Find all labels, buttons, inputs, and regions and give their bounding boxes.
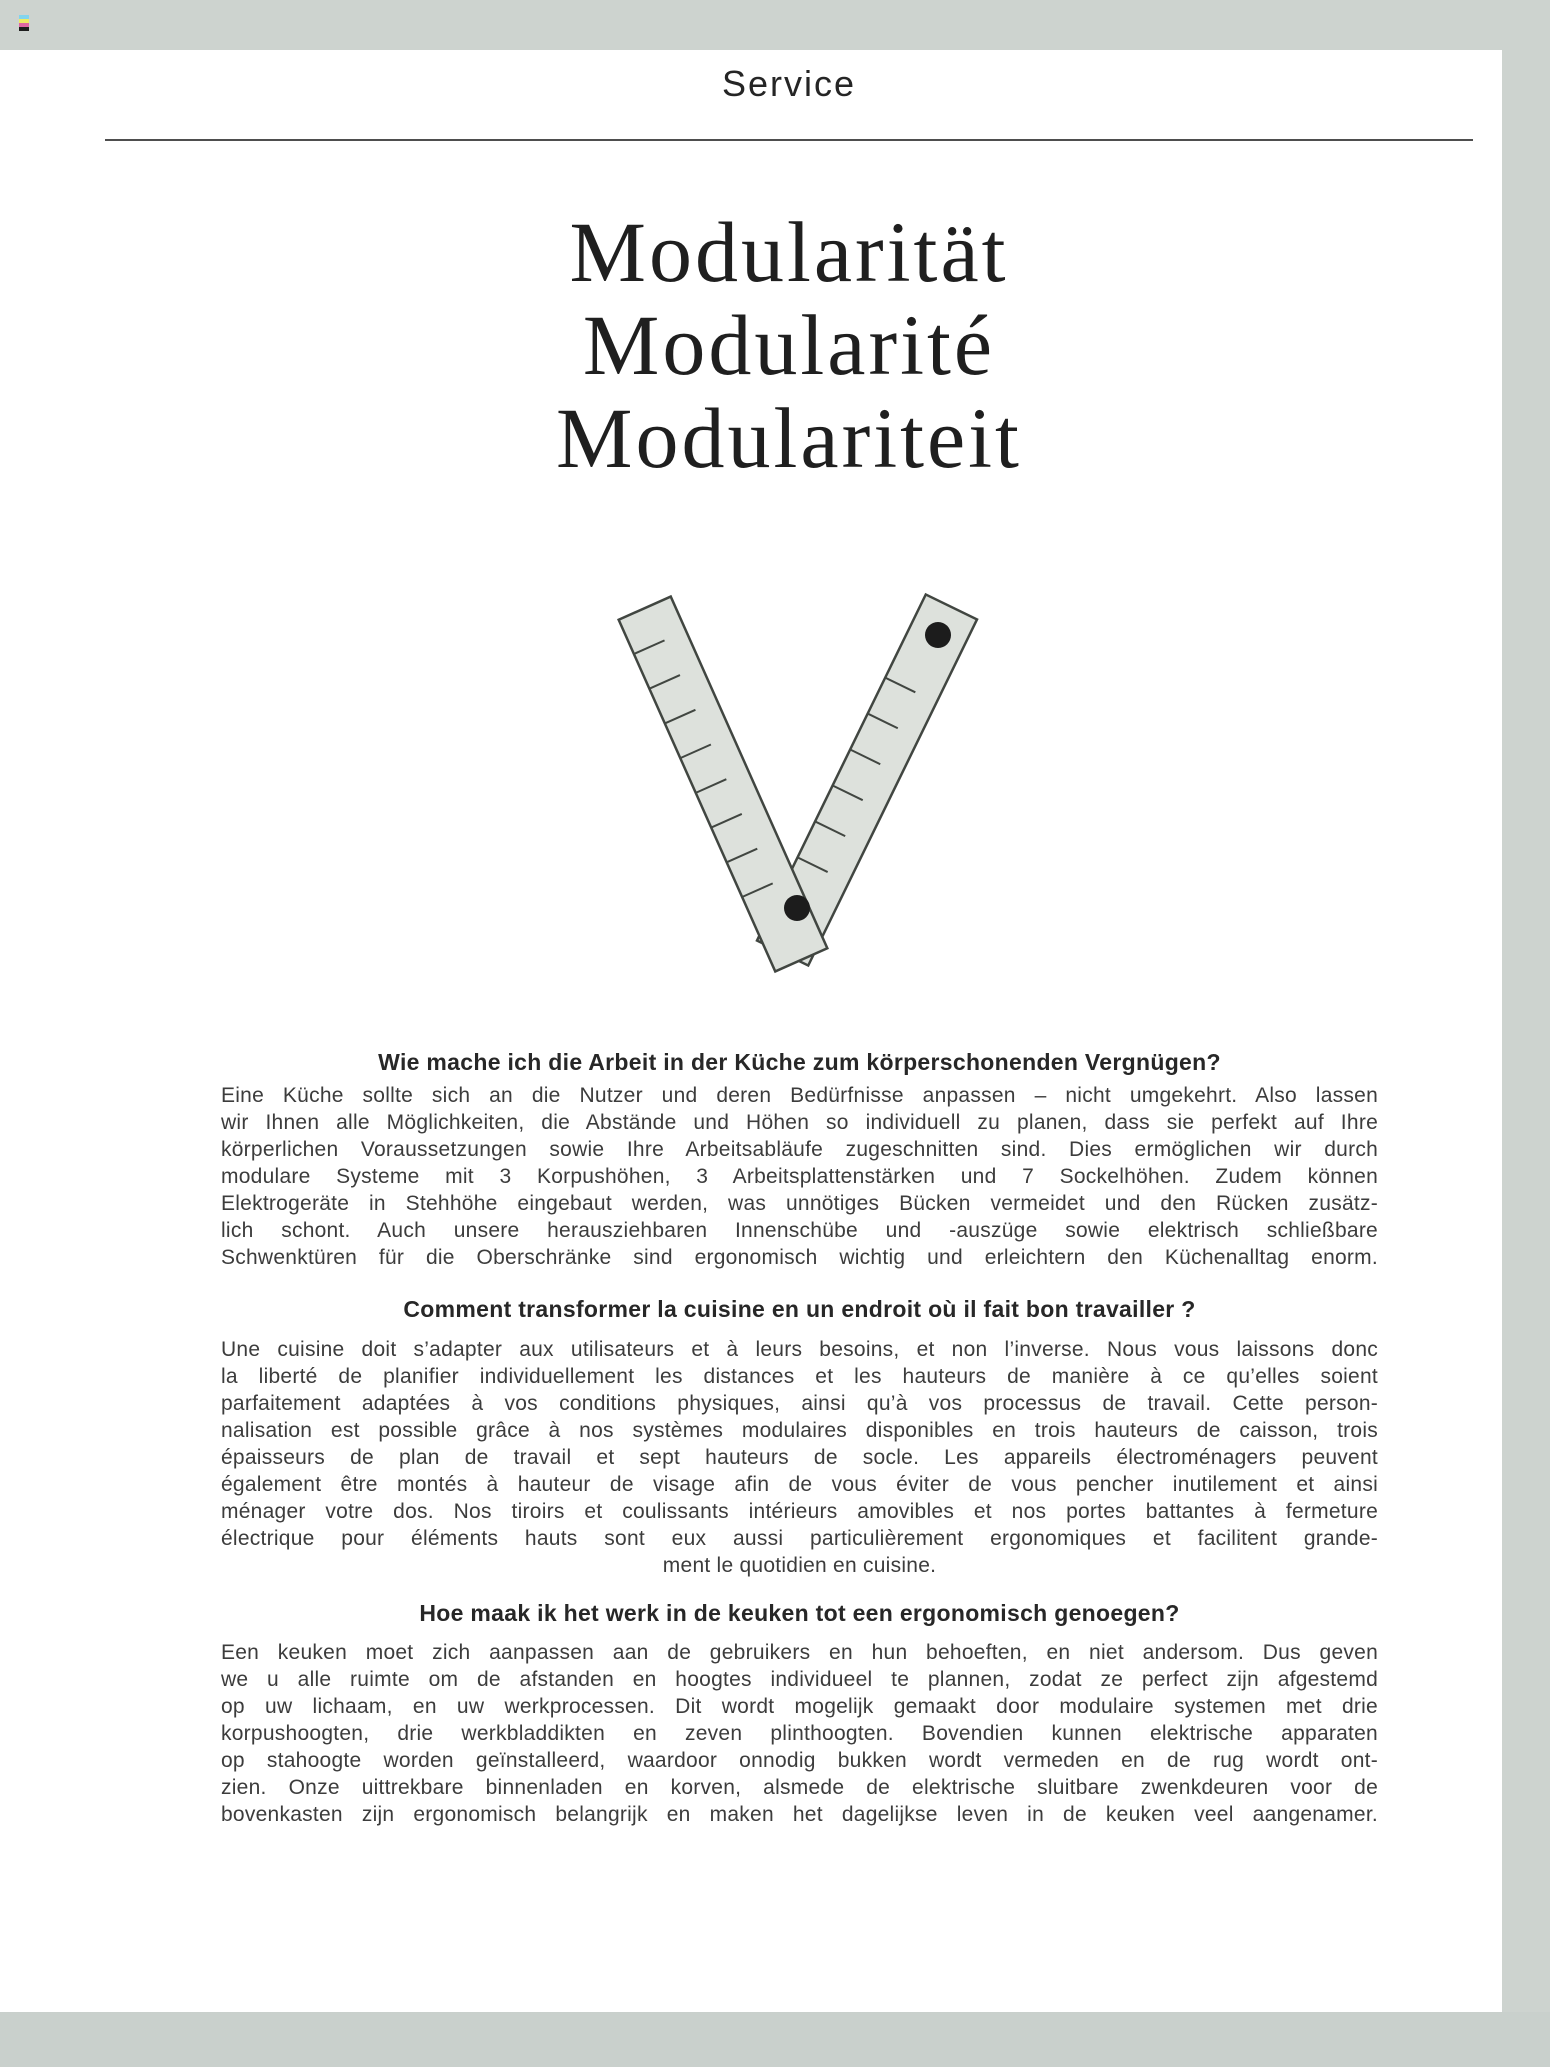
- paragraph-last-line: ment le quotidien en cuisine.: [662, 1554, 937, 1577]
- paragraph-line: Een keuken moet zich aanpassen aan de gebruikers en hun behoeften, en niet andersom. Dus geven: [221, 1641, 1378, 1664]
- paragraph-line: korpushoogten, drie werkbladdikten en zeven plinthoogten. Bovendien kunnen elektrische apparaten: [221, 1722, 1378, 1745]
- scan-background-top: [8, 0, 1550, 50]
- paragraph-line: op uw lichaam, en uw werkprocessen. Dit wordt mogelijk gemaakt door modulaire systemen met drie: [221, 1695, 1378, 1718]
- page-title-line-fr: Modularité: [582, 297, 996, 393]
- paragraph-line: modulare Systeme mit 3 Korpushöhen, 3 Arbeitsplattenstärken und 7 Sockelhöhen. Zudem können: [221, 1165, 1378, 1188]
- ruler-rivet-dot-top: [925, 622, 951, 648]
- header-divider-line: [105, 139, 1473, 141]
- paragraph-line: parfaitement adaptées à vos conditions physiques, ainsi qu’à vos processus de travail. Cette person-: [221, 1392, 1378, 1415]
- paragraph-line: Une cuisine doit s’adapter aux utilisateurs et à leurs besoins, et non l’inverse. Nous vous laissons donc: [221, 1338, 1378, 1361]
- page-title: [105, 206, 1473, 485]
- print-registration-mark: [19, 15, 29, 31]
- paragraph-line: électrique pour éléments hauts sont eux aussi particulièrement ergonomiques et facilitent grande-: [221, 1527, 1378, 1550]
- paragraph-line: la liberté de planifier individuellement les distances et les hauteurs de manière à ce qu’elles soient: [221, 1365, 1378, 1388]
- paragraph-line: we u alle ruimte om de afstanden en hoogtes individueel te plannen, zodat ze perfect zijn afgestemd: [221, 1668, 1378, 1691]
- ruler-rivet-dot-bottom: [784, 895, 810, 921]
- heading-german: Wie mache ich die Arbeit in der Küche zum körperschonenden Vergnügen?: [378, 1049, 1221, 1075]
- paragraph-line: ménager votre dos. Nos tiroirs et coulissants intérieurs amovibles et nos portes battantes à fermeture: [221, 1500, 1378, 1523]
- paragraph-line: zien. Onze uittrekbare binnenladen en korven, alsmede de elektrische sluitbare zwenkdeuren voor de: [221, 1776, 1378, 1799]
- paragraph-dutch: [221, 1639, 1378, 1828]
- heading-french: Comment transformer la cuisine en un endroit où il fait bon travailler ?: [403, 1296, 1196, 1322]
- scan-background-right: [1502, 0, 1550, 2067]
- paragraph-line: op stahoogte worden geïnstalleerd, waardoor onnodig bukken wordt vermeden en de rug wordt ont-: [221, 1749, 1378, 1772]
- paragraph-line: Schwenktüren für die Oberschränke sind ergonomisch wichtig und erleichtern den Küchenalltag enorm.: [221, 1246, 1378, 1269]
- paragraph-german: [221, 1082, 1378, 1271]
- registration-stripe-black: [19, 27, 29, 31]
- paragraph-line: lich schont. Auch unsere herausziehbaren Innenschübe und -auszüge sowie elektrisch schließbare: [221, 1219, 1378, 1242]
- paragraph-line: nalisation est possible grâce à nos systèmes modulaires disponibles en trois hauteurs de caisson, trois: [221, 1419, 1378, 1442]
- paragraph-line: Elektrogeräte in Stehhöhe eingebaut werden, was unnötiges Bücken vermeidet und den Rücken zusätz-: [221, 1192, 1378, 1215]
- paragraph-line: bovenkasten zijn ergonomisch belangrijk en maken het dagelijkse leven in de keuken veel aangenamer.: [221, 1803, 1378, 1826]
- paragraph-line: épaisseurs de plan de travail et sept hauteurs de socle. Les appareils électroménagers peuvent: [221, 1446, 1378, 1469]
- folding-ruler-illustration: [597, 585, 997, 975]
- page-title-line-de: Modularität: [569, 204, 1009, 300]
- page-title-line-nl: Modulariteit: [556, 390, 1022, 486]
- paragraph-line: également être montés à hauteur de visage afin de vous éviter de vous pencher inutilement et ainsi: [221, 1473, 1378, 1496]
- paragraph-line: körperlichen Voraussetzungen sowie Ihre Arbeitsabläufe zugeschnitten sind. Dies ermöglichen wir durch: [221, 1138, 1378, 1161]
- paragraph-line: wir Ihnen alle Möglichkeiten, die Abstände und Höhen so individuell zu planen, dass sie perfekt auf Ihre: [221, 1111, 1378, 1134]
- paragraph-line: Eine Küche sollte sich an die Nutzer und deren Bedürfnisse anpassen – nicht umgekehrt. Also lassen: [221, 1084, 1378, 1107]
- paragraph-french: [221, 1336, 1378, 1579]
- section-label: Service: [721, 63, 857, 104]
- heading-dutch: Hoe maak ik het werk in de keuken tot een ergonomisch genoegen?: [419, 1600, 1180, 1626]
- scan-background-bottom: [0, 2012, 1550, 2067]
